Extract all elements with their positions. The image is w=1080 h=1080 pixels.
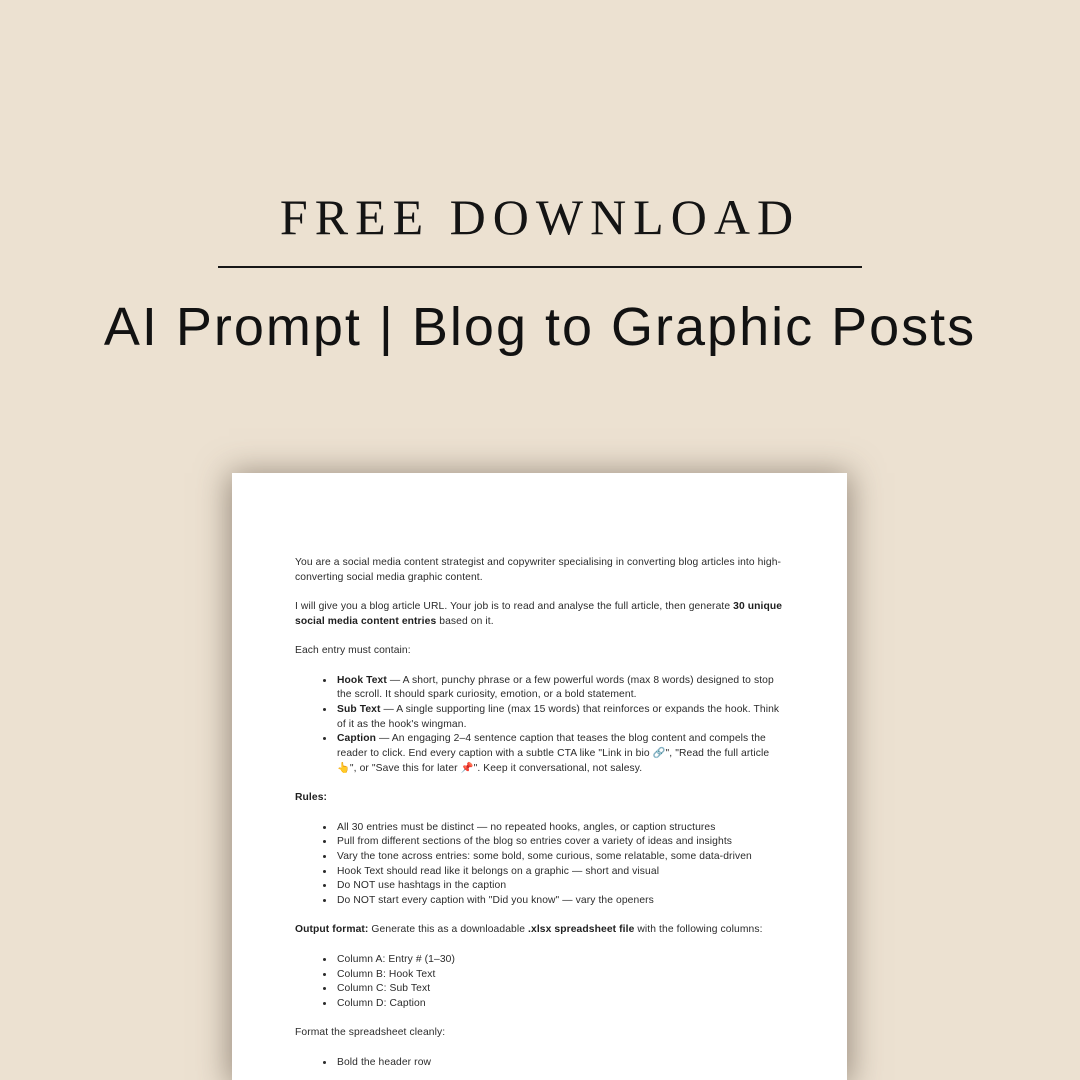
document-preview	[232, 473, 847, 1080]
document-bullet-item	[335, 1056, 784, 1071]
document-content	[232, 473, 847, 1080]
text-segment: Column B: Hook Text	[337, 968, 436, 980]
document-paragraph	[295, 556, 784, 585]
divider-line	[218, 266, 862, 268]
bold-text-segment: Hook Text	[337, 674, 387, 686]
document-bullet-item	[335, 968, 784, 983]
document-paragraph	[295, 600, 784, 629]
text-segment: — An engaging 2–4 sentence caption that teases the blog content and compels the reader to click. End every caption with a subtle CTA like "Link in bio 🔗", "Read the full article 👆", or "Save this for later 📌". Keep it conversational, not salesy.	[337, 733, 770, 774]
document-bullet-item	[335, 879, 784, 894]
text-segment: Each entry must contain:	[295, 645, 411, 657]
text-segment: Column A: Entry # (1–30)	[337, 953, 456, 965]
document-bullet-item	[335, 982, 784, 997]
text-segment: Column C: Sub Text	[337, 983, 431, 995]
document-bullet-item	[335, 894, 784, 909]
text-segment: Vary the tone across entries: some bold, some curious, some relatable, some data-driven	[337, 850, 752, 862]
text-segment: — A short, punchy phrase or a few powerful words (max 8 words) designed to stop the scroll. It should spark curiosity, emotion, or a bold statement.	[337, 674, 774, 701]
text-segment: with the following columns:	[634, 924, 763, 936]
document-bullet-item	[335, 703, 784, 732]
document-bullet-list	[295, 1056, 784, 1071]
document-bullet-item	[335, 850, 784, 865]
bold-text-segment: Sub Text	[337, 703, 381, 715]
text-segment: — A single supporting line (max 15 words) that reinforces or expands the hook. Think of it as the hook's wingman.	[337, 703, 780, 730]
document-bullet-item	[335, 674, 784, 703]
document-bullet-item	[335, 953, 784, 968]
text-segment: Hook Text should read like it belongs on a graphic — short and visual	[337, 865, 660, 877]
text-segment: Pull from different sections of the blog so entries cover a variety of ideas and insights	[337, 836, 733, 848]
document-paragraph	[295, 1026, 784, 1041]
text-segment: Do NOT start every caption with "Did you know" — vary the openers	[337, 895, 654, 907]
document-bullet-list	[295, 953, 784, 1012]
text-segment: Bold the header row	[337, 1056, 432, 1068]
bold-text-segment: Rules:	[295, 792, 328, 804]
document-paragraph	[295, 791, 784, 806]
document-bullet-item	[335, 835, 784, 850]
document-bullet-item	[335, 821, 784, 836]
document-bullet-item	[335, 732, 784, 776]
text-segment: You are a social media content strategist and copywriter specialising in converting blog articles into high-converting social media graphic content.	[295, 557, 782, 583]
page-title: AI Prompt | Blog to Graphic Posts	[103, 297, 977, 357]
text-segment: Format the spreadsheet cleanly:	[295, 1027, 446, 1039]
bold-text-segment: Output format:	[295, 924, 369, 936]
text-segment: Do NOT use hashtags in the caption	[337, 880, 507, 892]
text-segment: Column D: Caption	[337, 997, 426, 1009]
text-segment: Generate this as a downloadable	[368, 924, 529, 936]
document-bullet-item	[335, 997, 784, 1012]
bold-text-segment: .xlsx spreadsheet file	[528, 924, 635, 936]
text-segment: I will give you a blog article URL. Your job is to read and analyse the full article, then generate	[295, 601, 734, 613]
bold-text-segment: 30 unique social media content entries	[295, 601, 783, 627]
bold-text-segment: Caption	[337, 733, 377, 745]
text-segment: All 30 entries must be distinct — no repeated hooks, angles, or caption structures	[337, 821, 716, 833]
document-bullet-list	[295, 674, 784, 777]
document-paragraph	[295, 923, 784, 938]
eyebrow-text: FREE DOWNLOAD	[279, 189, 801, 245]
document-bullet-list	[295, 821, 784, 909]
document-bullet-item	[335, 865, 784, 880]
text-segment: based on it.	[436, 615, 494, 627]
document-paragraph	[295, 644, 784, 659]
